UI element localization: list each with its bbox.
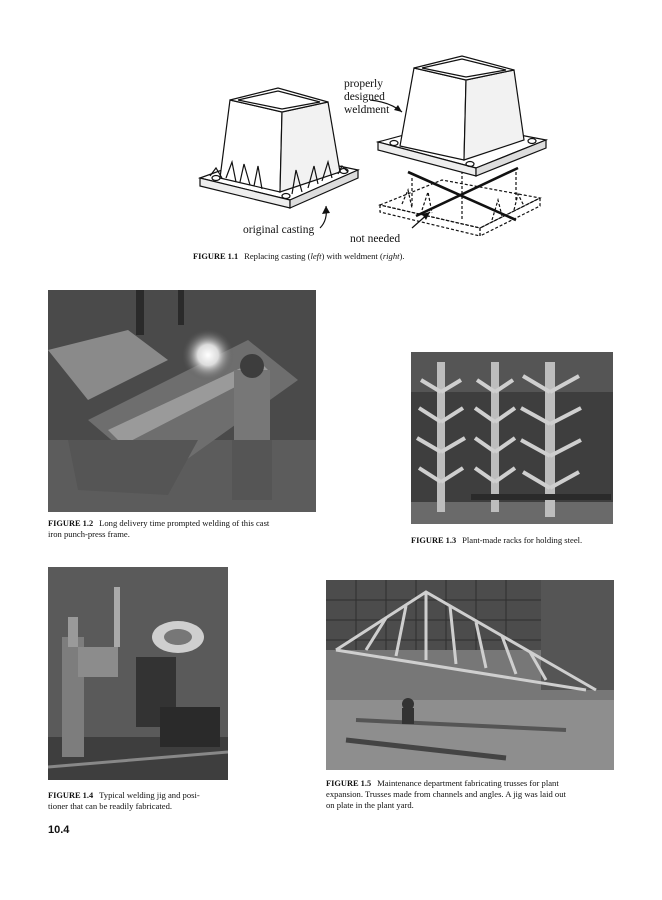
- original-casting-drawing: [200, 88, 358, 208]
- figure-1-4-label: FIGURE 1.4: [48, 791, 94, 800]
- weldment-drawing: [378, 56, 546, 236]
- callout-not-needed: not needed: [350, 233, 401, 245]
- figure-1-5-label: FIGURE 1.5: [326, 779, 372, 788]
- page-number: 10.4: [48, 824, 70, 836]
- figure-1-4-caption: FIGURE 1.4 Typical welding jig and posi- tioner that can be readily fabricated.: [48, 790, 200, 811]
- figure-1-1-caption: FIGURE 1.1 Replacing casting (left) with weldment (right).: [193, 251, 405, 261]
- figure-1-1-label: FIGURE 1.1: [193, 252, 239, 261]
- figure-1-3-label: FIGURE 1.3: [411, 536, 457, 545]
- callout-properly: properly: [344, 78, 383, 90]
- figure-1-1-drawing: [180, 50, 560, 250]
- figure-1-3-caption: FIGURE 1.3 Plant-made racks for holding steel.: [411, 535, 583, 545]
- figure-1-3-photo: [411, 352, 613, 524]
- figure-1-4-photo: [48, 567, 228, 780]
- figure-1-2-caption: FIGURE 1.2 Long delivery time prompted welding of this cast iron punch-press frame.: [48, 518, 270, 539]
- figure-1-5-photo: [326, 580, 614, 770]
- figure-1-2-photo: [48, 290, 316, 512]
- callout-weldment: weldment: [344, 104, 390, 116]
- figure-1-5-caption: FIGURE 1.5 Maintenance department fabricating trusses for plant expansion. Trusses made from channels and angles. A jig was laid out on plate in the plant yard.: [326, 778, 566, 810]
- figure-1-2-label: FIGURE 1.2: [48, 519, 94, 528]
- callout-designed: designed: [344, 91, 385, 103]
- callout-original-casting: original casting: [243, 224, 315, 236]
